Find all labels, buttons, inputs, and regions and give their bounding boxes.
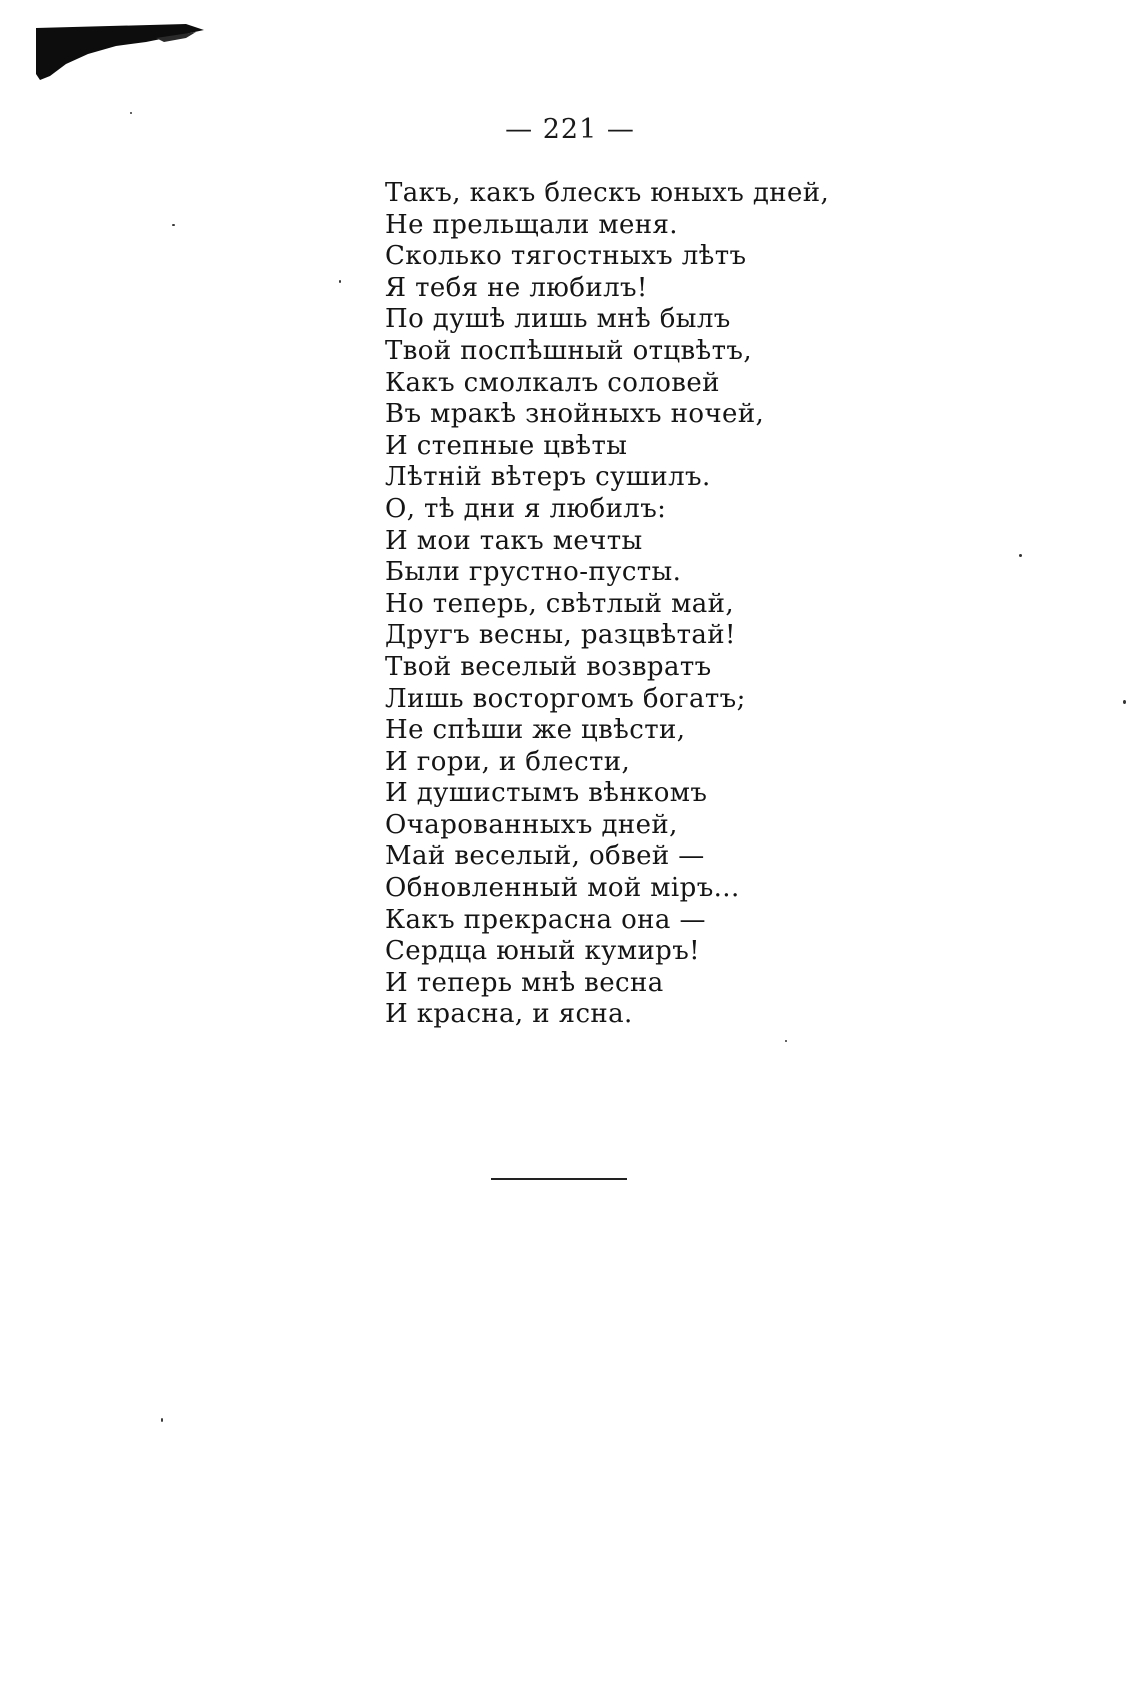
poem-line: Сердца юный кумиръ! <box>385 936 701 967</box>
poem-line: Очарованныхъ дней, <box>385 809 678 840</box>
poem-line: Твой поспѣшный отцвѣтъ, <box>385 335 753 366</box>
poem-line: И теперь мнѣ весна <box>385 967 664 998</box>
poem-line: Какъ смолкалъ соловей <box>385 367 720 398</box>
scan-ink-smudge <box>36 24 206 82</box>
scan-speck <box>339 280 341 283</box>
scan-speck <box>172 224 175 226</box>
poem-line: Не прельщали меня. <box>385 209 678 240</box>
poem-line: И душистымъ вѣнкомъ <box>385 778 708 809</box>
poem-line: И мои такъ мечты <box>385 525 643 556</box>
poem-line: Я тебя не любилъ! <box>385 272 648 303</box>
poem-line: По душѣ лишь мнѣ былъ <box>385 304 731 335</box>
poem-line: Но теперь, свѣтлый май, <box>385 588 734 619</box>
poem-stanza <box>385 178 829 1031</box>
poem-line: И степные цвѣты <box>385 430 628 461</box>
poem-line: Не спѣши же цвѣсти, <box>385 715 686 746</box>
poem-line: Твой веселый возвратъ <box>385 651 712 682</box>
section-end-rule <box>491 1178 627 1180</box>
poem-line: Обновленный мой міръ... <box>385 873 740 904</box>
poem-line: Лишь восторгомъ богатъ; <box>385 683 746 714</box>
page-number: — 221 — <box>505 114 635 145</box>
poem-line: Сколько тягостныхъ лѣтъ <box>385 241 747 272</box>
poem-line: Лѣтній вѣтеръ сушилъ. <box>385 462 711 493</box>
scan-speck <box>1019 554 1022 557</box>
scan-speck <box>161 1418 163 1422</box>
poem-line: И гори, и блести, <box>385 746 631 777</box>
poem-line: О, тѣ дни я любилъ: <box>385 493 667 524</box>
poem-line: И красна, и ясна. <box>385 999 633 1030</box>
scan-speck <box>130 112 132 114</box>
scan-speck <box>785 1040 787 1042</box>
scan-speck <box>1123 700 1126 704</box>
poem-line: Май веселый, обвей — <box>385 841 705 872</box>
poem-line: Такъ, какъ блескъ юныхъ дней, <box>385 178 830 208</box>
poem-line: Какъ прекрасна она — <box>385 904 706 935</box>
poem-line: Въ мракѣ знойныхъ ночей, <box>385 399 765 430</box>
poem-line: Были грустно-пусты. <box>385 557 682 588</box>
poem-line: Другъ весны, разцвѣтай! <box>385 620 736 651</box>
